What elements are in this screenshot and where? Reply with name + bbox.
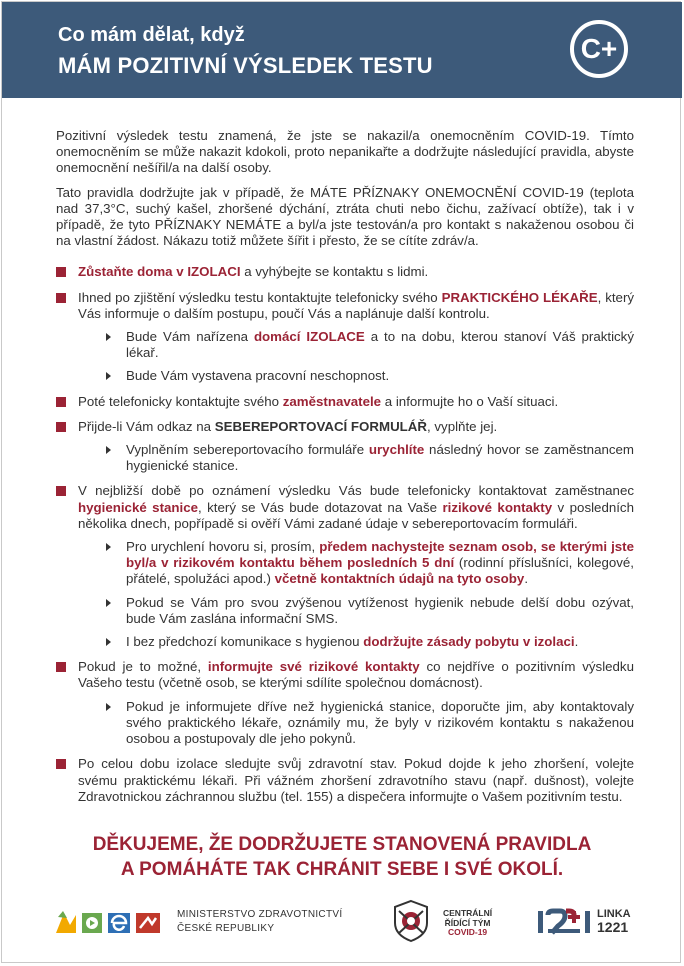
item-text: .	[524, 571, 529, 587]
item-text: a to na dobu, kterou stanoví Váš praktický lékař.	[126, 329, 634, 361]
list-item-hygiene-station	[56, 483, 634, 532]
highlight-text: domácí IZOLACE	[253, 329, 365, 345]
closing-message	[0, 832, 684, 882]
highlight-text: předem nachystejte seznam osob, se kterými jste byl/a v rizikovém kontaktu během posledních 5 dní	[126, 539, 634, 571]
item-text: Bude Vám nařízena	[126, 329, 254, 345]
square-bullet-icon	[56, 759, 66, 769]
item-text: , vyplňte jej.	[427, 418, 498, 434]
list-item-self-report-form	[56, 419, 634, 435]
item-text: Přijde-li Vám odkaz na	[78, 418, 215, 434]
item-text: I bez předchozí komunikace s hygienou	[126, 634, 364, 650]
item-text: Pokud je to možné,	[78, 659, 208, 675]
item-text: Vyplněním sebereportovacího formuláře	[126, 442, 369, 458]
ministry-logo-icon	[54, 907, 164, 937]
highlight-text: informujte své rizikové kontakty	[207, 659, 420, 675]
item-text: Bude Vám vystavena pracovní neschopnost.	[126, 368, 390, 384]
ministry-line-1: MINISTERSTVO ZDRAVOTNICTVÍ	[177, 909, 343, 920]
triangle-bullet-icon	[106, 638, 111, 646]
list-item-employer	[56, 394, 634, 410]
page-header	[2, 2, 682, 98]
footer-logos	[0, 895, 684, 955]
sub-item-sick-leave	[56, 368, 634, 384]
item-text: Pokud je informujete dříve než hygienická stanice, doporučte jim, aby kontaktovaly svého praktického lékaře, oznámily mu, že byly v rizikovém kontaktu s nakaženou osobou a postupovaly dle jeho pokynů.	[126, 698, 634, 747]
highlight-text: zaměstnavatele	[282, 393, 382, 409]
ministry-name	[177, 908, 342, 936]
square-bullet-icon	[56, 422, 66, 432]
item-text: co nejdříve o pozitivním výsledku Vašeho testu (včetně osob, se kterými sdílíte společnou domácnost).	[78, 659, 634, 691]
item-text: následný hovor se zaměstnancem hygienické stanice.	[126, 442, 634, 474]
central-team-emblem-icon	[391, 899, 431, 943]
triangle-bullet-icon	[106, 333, 111, 341]
item-text: Poté telefonicky kontaktujte svého	[78, 393, 283, 409]
item-text: , který Vás informuje o dalším postupu, poučí Vás a naplánuje další kontrolu.	[78, 289, 635, 321]
triangle-bullet-icon	[106, 446, 111, 454]
crt-line-2: ŘÍDÍCÍ TÝM	[444, 917, 491, 928]
central-team-name	[443, 909, 492, 938]
item-text: .	[574, 634, 579, 650]
sub-item-sms	[56, 595, 634, 627]
item-text: v posledních několika dnech, popřípadě si ověří Vámi zadané údaje v sebereportovacím formuláři.	[78, 499, 634, 531]
linka-1221-logo-icon	[536, 907, 592, 937]
bold-text: SEBEREPORTOVACÍ FORMULÁŘ	[214, 418, 428, 434]
item-text: V nejbližší době po oznámení výsledku Vás bude telefonicky kontaktovat zaměstnanec	[78, 483, 634, 499]
item-text: a informujte ho o Vaší situaci.	[381, 393, 559, 409]
crt-line-3: COVID-19	[447, 927, 488, 937]
item-text: a vyhýbejte se kontaktu s lidmi.	[240, 264, 429, 280]
highlight-text: hygienické stanice	[78, 499, 199, 515]
highlight-text: urychlíte	[368, 442, 425, 458]
highlight-text: rizikové kontakty	[442, 499, 553, 515]
item-text: Ihned po zjištění výsledku testu kontaktujte telefonicky svého	[78, 289, 442, 305]
square-bullet-icon	[56, 397, 66, 407]
item-text: , který se Vás bude dotazovat na Vaše	[198, 499, 443, 515]
linka-number: 1221	[597, 919, 629, 935]
sub-item-speed-up	[56, 442, 634, 474]
list-item-stay-home	[56, 264, 634, 280]
highlight-text: včetně kontaktních údajů na tyto osoby	[274, 571, 525, 587]
ministry-line-2: ČESKÉ REPUBLIKY	[177, 923, 275, 934]
sub-item-isolation	[56, 329, 634, 361]
item-text: Pro urychlení hovoru si, prosím,	[126, 539, 320, 555]
sub-item-contacts-advice	[56, 699, 634, 748]
linka-1221-text	[597, 908, 631, 934]
closing-line-1: DĚKUJEME, ŽE DODRŽUJETE STANOVENÁ PRAVIDLA	[92, 834, 592, 855]
triangle-bullet-icon	[106, 543, 111, 551]
sub-item-contact-list	[56, 539, 634, 588]
triangle-bullet-icon	[106, 703, 111, 711]
item-text: Po celou dobu izolace sledujte svůj zdravotní stav. Pokud dojde k jeho zhoršení, volejte svému praktickému lékaři. Při vážném zhoršení zdravotního stavu (např. dušnost), volejte Zdravotnickou záchrannou službu (tel. 155) a dispečera informujte o Vašem pozitivním testu.	[78, 756, 634, 804]
list-item-inform-contacts	[56, 659, 634, 691]
sub-item-isolation-rules	[56, 634, 634, 650]
intro-paragraph-1: Pozitivní výsledek testu znamená, že jste se nakazil/a onemocněním COVID-19. Tímto onemocněním se může nakazit kdokoli, proto nepanikařte a dodržujte následující pravidla, abyste onemocnění nešířil/a na další osoby.	[56, 128, 634, 176]
item-text: (rodinní příslušníci, kolegové, přátelé, spolužáci apod.)	[126, 555, 634, 587]
highlight-text: Zůstaňte doma v IZOLACI	[78, 264, 241, 280]
closing-line-2: A POMÁHÁTE TAK CHRÁNIT SEBE I SVÉ OKOLÍ.	[120, 859, 564, 880]
square-bullet-icon	[56, 662, 66, 672]
intro-paragraph-2: Tato pravidla dodržujte jak v případě, že MÁTE PŘÍZNAKY ONEMOCNĚNÍ COVID-19 (teplota nad 37,3°C, suchý kašel, zhoršené dýchání, ztráta chuti nebo čichu, zažívací obtíže), tak i v případě, že tyto PŘÍZNAKY NEMÁTE a byl/a jste testován/a pro kontakt s nakaženou osobou či na vlastní žádost. Nákazu totiž můžete šířit i přesto, že se cítíte zdráv/a.	[56, 184, 634, 249]
highlight-text: PRAKTICKÉHO LÉKAŘE	[441, 289, 598, 305]
crt-line-1: CENTRÁLNÍ	[443, 908, 493, 918]
c-plus-badge: C+	[570, 20, 628, 78]
header-title: MÁM POZITIVNÍ VÝSLEDEK TESTU	[58, 53, 433, 78]
triangle-bullet-icon	[106, 599, 111, 607]
main-content	[56, 128, 634, 805]
list-item-monitor-health	[56, 756, 634, 805]
list-item-contact-doctor	[56, 290, 634, 322]
triangle-bullet-icon	[106, 372, 111, 380]
square-bullet-icon	[56, 293, 66, 303]
square-bullet-icon	[56, 267, 66, 277]
header-subtitle: Co mám dělat, když	[58, 24, 245, 46]
square-bullet-icon	[56, 486, 66, 496]
item-text: Pokud se Vám pro svou zvýšenou vytíženost hygienik nebude delší dobu ozývat, bude Vám zaslána informační SMS.	[126, 594, 634, 626]
highlight-text: dodržujte zásady pobytu v izolaci	[363, 634, 575, 650]
linka-label: LINKA	[597, 908, 631, 920]
